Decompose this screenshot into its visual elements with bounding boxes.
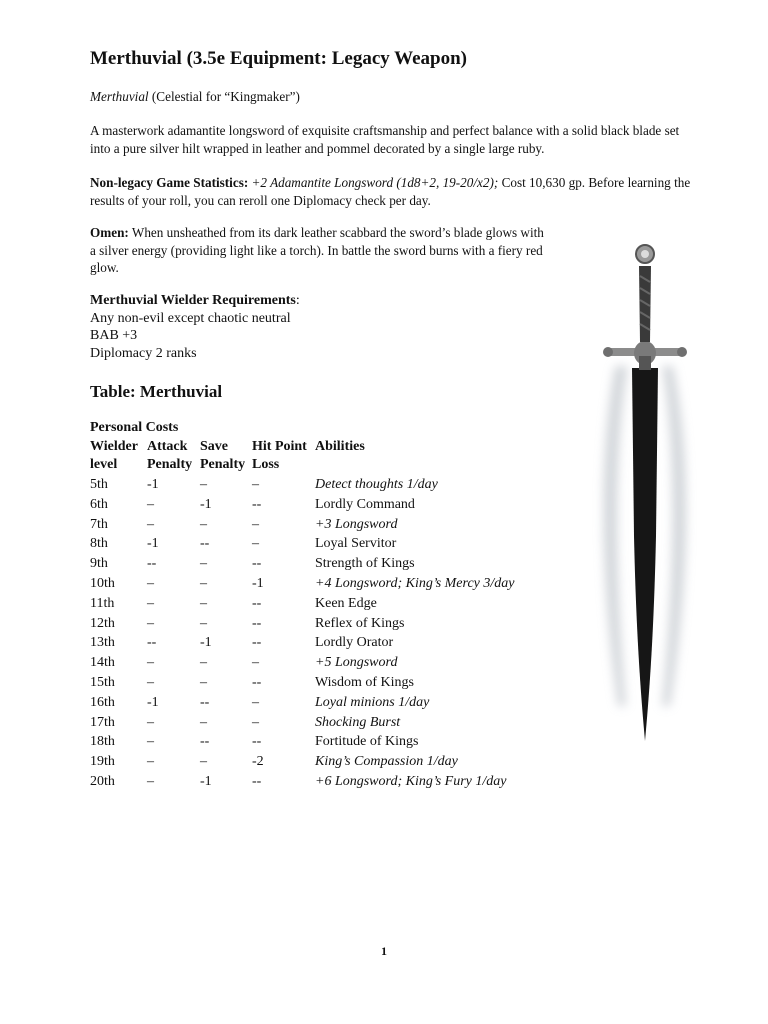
cell-level: 17th <box>90 714 115 730</box>
cell-save-penalty: -1 <box>200 496 212 512</box>
table-section-heading: Personal Costs <box>90 420 179 435</box>
cell-hit-point-loss: -1 <box>252 575 264 591</box>
cell-attack-penalty: – <box>147 734 154 750</box>
cell-hit-point-loss: -- <box>252 773 262 789</box>
sword-blade <box>632 368 658 741</box>
table-row <box>90 475 550 495</box>
weapon-name: Merthuvial <box>90 89 149 104</box>
cell-attack-penalty: – <box>147 714 154 730</box>
table-row <box>90 554 550 574</box>
cell-ability: +6 Longsword; King’s Fury 1/day <box>315 773 507 789</box>
table-row <box>90 713 550 733</box>
cell-attack-penalty: – <box>147 773 154 789</box>
table-title: Table: Merthuvial <box>90 382 223 401</box>
table-row <box>90 495 550 515</box>
stats-label: Non-legacy Game Statistics: <box>90 175 249 190</box>
cell-level: 13th <box>90 635 115 651</box>
table-row <box>90 574 550 594</box>
subtitle-translation: (Celestial for “Kingmaker”) <box>148 89 300 104</box>
cell-hit-point-loss: -- <box>252 496 262 512</box>
table-body <box>90 475 550 792</box>
game-statistics <box>90 174 700 209</box>
cell-save-penalty: – <box>200 714 207 730</box>
table-row <box>90 633 550 653</box>
cell-level: 5th <box>90 477 108 492</box>
table-row <box>90 534 550 554</box>
cell-attack-penalty: – <box>147 575 154 591</box>
stats-weapon: +2 Adamantite Longsword (1d8+2, 19-20/x2); <box>248 175 499 190</box>
cell-hit-point-loss: -- <box>252 674 262 690</box>
cell-ability: Wisdom of Kings <box>315 674 414 690</box>
cell-level: 11th <box>90 595 115 611</box>
cell-level: 19th <box>90 754 115 770</box>
cell-attack-penalty: – <box>147 496 154 512</box>
cell-attack-penalty: – <box>147 674 154 690</box>
stats-text: Cost 10,630 gp. Before learning the results of your roll, you can reroll one Diplomacy check per day. <box>90 175 691 208</box>
table-row <box>90 515 550 535</box>
cell-attack-penalty: – <box>147 754 154 770</box>
cell-level: 15th <box>90 674 115 690</box>
omen <box>90 224 550 277</box>
cell-level: 16th <box>90 694 115 710</box>
cell-save-penalty: -1 <box>200 635 212 651</box>
description: A masterwork adamantite longsword of exquisite craftsmanship and perfect balance with a solid black blade set into a pure silver hilt wrapped in leather and pommel decorated by a single large ruby. <box>90 123 680 156</box>
cell-save-penalty: -- <box>200 536 210 552</box>
cell-ability: Detect thoughts 1/day <box>315 477 438 492</box>
cell-level: 20th <box>90 773 115 789</box>
cell-hit-point-loss: – <box>252 694 259 710</box>
requirement-item: Any non-evil except chaotic neutral <box>90 310 291 326</box>
cell-attack-penalty: -1 <box>147 536 159 552</box>
table-row <box>90 673 550 693</box>
omen-label: Omen: <box>90 225 129 240</box>
cell-save-penalty: – <box>200 575 207 591</box>
cell-ability: King’s Compassion 1/day <box>315 754 458 770</box>
header-save-penalty: Save Penalty <box>200 439 246 472</box>
table-row <box>90 752 550 772</box>
cell-hit-point-loss: – <box>252 655 259 671</box>
cell-save-penalty: – <box>200 477 207 492</box>
cell-ability: Loyal Servitor <box>315 536 397 552</box>
cell-save-penalty: -1 <box>200 773 212 789</box>
cell-save-penalty: – <box>200 556 207 572</box>
table-row <box>90 732 550 752</box>
header-attack-penalty: Attack Penalty <box>147 439 193 472</box>
wielder-requirements <box>90 292 390 362</box>
sword-illustration <box>570 236 720 746</box>
cell-level: 10th <box>90 575 115 591</box>
cell-save-penalty: -- <box>200 694 210 710</box>
cell-level: 7th <box>90 516 108 532</box>
cell-ability: Loyal minions 1/day <box>315 694 430 710</box>
cell-attack-penalty: -- <box>147 556 157 572</box>
cell-attack-penalty: -1 <box>147 694 159 710</box>
cell-ability: +4 Longsword; King’s Mercy 3/day <box>315 575 515 591</box>
page-number: 1 <box>381 944 387 958</box>
cell-level: 6th <box>90 496 108 512</box>
requirements-label: Merthuvial Wielder Requirements <box>90 293 296 308</box>
cell-level: 9th <box>90 556 108 572</box>
cell-attack-penalty: -- <box>147 635 157 651</box>
table-row <box>90 614 550 634</box>
cell-hit-point-loss: – <box>252 714 259 730</box>
cell-ability: Shocking Burst <box>315 714 401 730</box>
cell-ability: Fortitude of Kings <box>315 734 419 750</box>
cell-attack-penalty: – <box>147 516 154 532</box>
cell-save-penalty: – <box>200 674 207 690</box>
requirement-item: BAB +3 <box>90 328 138 343</box>
cell-level: 8th <box>90 536 108 552</box>
cell-save-penalty: -- <box>200 734 210 750</box>
cell-ability: Lordly Command <box>315 496 415 512</box>
cell-hit-point-loss: -- <box>252 734 262 750</box>
cell-level: 12th <box>90 615 115 631</box>
cell-ability: Keen Edge <box>315 595 377 611</box>
cell-attack-penalty: – <box>147 615 154 631</box>
cell-ability: Reflex of Kings <box>315 615 405 631</box>
cell-hit-point-loss: -- <box>252 556 262 572</box>
header-abilities: Abilities <box>315 439 365 454</box>
cell-save-penalty: – <box>200 655 207 671</box>
header-hit-point-loss: Hit Point Loss <box>252 439 307 472</box>
cell-hit-point-loss: -- <box>252 635 262 651</box>
table-row <box>90 693 550 713</box>
cell-save-penalty: – <box>200 615 207 631</box>
cell-ability: Lordly Orator <box>315 635 394 651</box>
cell-save-penalty: – <box>200 516 207 532</box>
requirements-colon: : <box>295 293 300 308</box>
omen-text: When unsheathed from its dark leather scabbard the sword’s blade glows with a silver energy (providing light like a torch). In battle the sword burns with a fiery red glow. <box>90 225 544 275</box>
cell-save-penalty: – <box>200 595 207 611</box>
cell-hit-point-loss: – <box>252 477 259 492</box>
requirement-item: Diplomacy 2 ranks <box>90 345 197 361</box>
cell-ability: +3 Longsword <box>315 516 398 532</box>
cell-attack-penalty: -1 <box>147 477 159 492</box>
table-row <box>90 772 550 792</box>
cell-ability: +5 Longsword <box>315 655 398 671</box>
cell-hit-point-loss: -- <box>252 595 262 611</box>
header-wielder-level: Wielder level <box>90 439 138 472</box>
cell-attack-penalty: – <box>147 655 154 671</box>
cell-attack-penalty: – <box>147 595 154 611</box>
cell-level: 18th <box>90 734 115 750</box>
cell-hit-point-loss: – <box>252 516 259 532</box>
cell-hit-point-loss: – <box>252 536 259 552</box>
table-row <box>90 594 550 614</box>
cell-save-penalty: – <box>200 754 207 770</box>
cell-hit-point-loss: -- <box>252 615 262 631</box>
cell-ability: Strength of Kings <box>315 556 415 572</box>
cell-hit-point-loss: -2 <box>252 754 264 770</box>
subtitle <box>90 88 300 106</box>
page-title: Merthuvial (3.5e Equipment: Legacy Weapon) <box>90 48 468 69</box>
cell-level: 14th <box>90 655 115 671</box>
table-row <box>90 653 550 673</box>
